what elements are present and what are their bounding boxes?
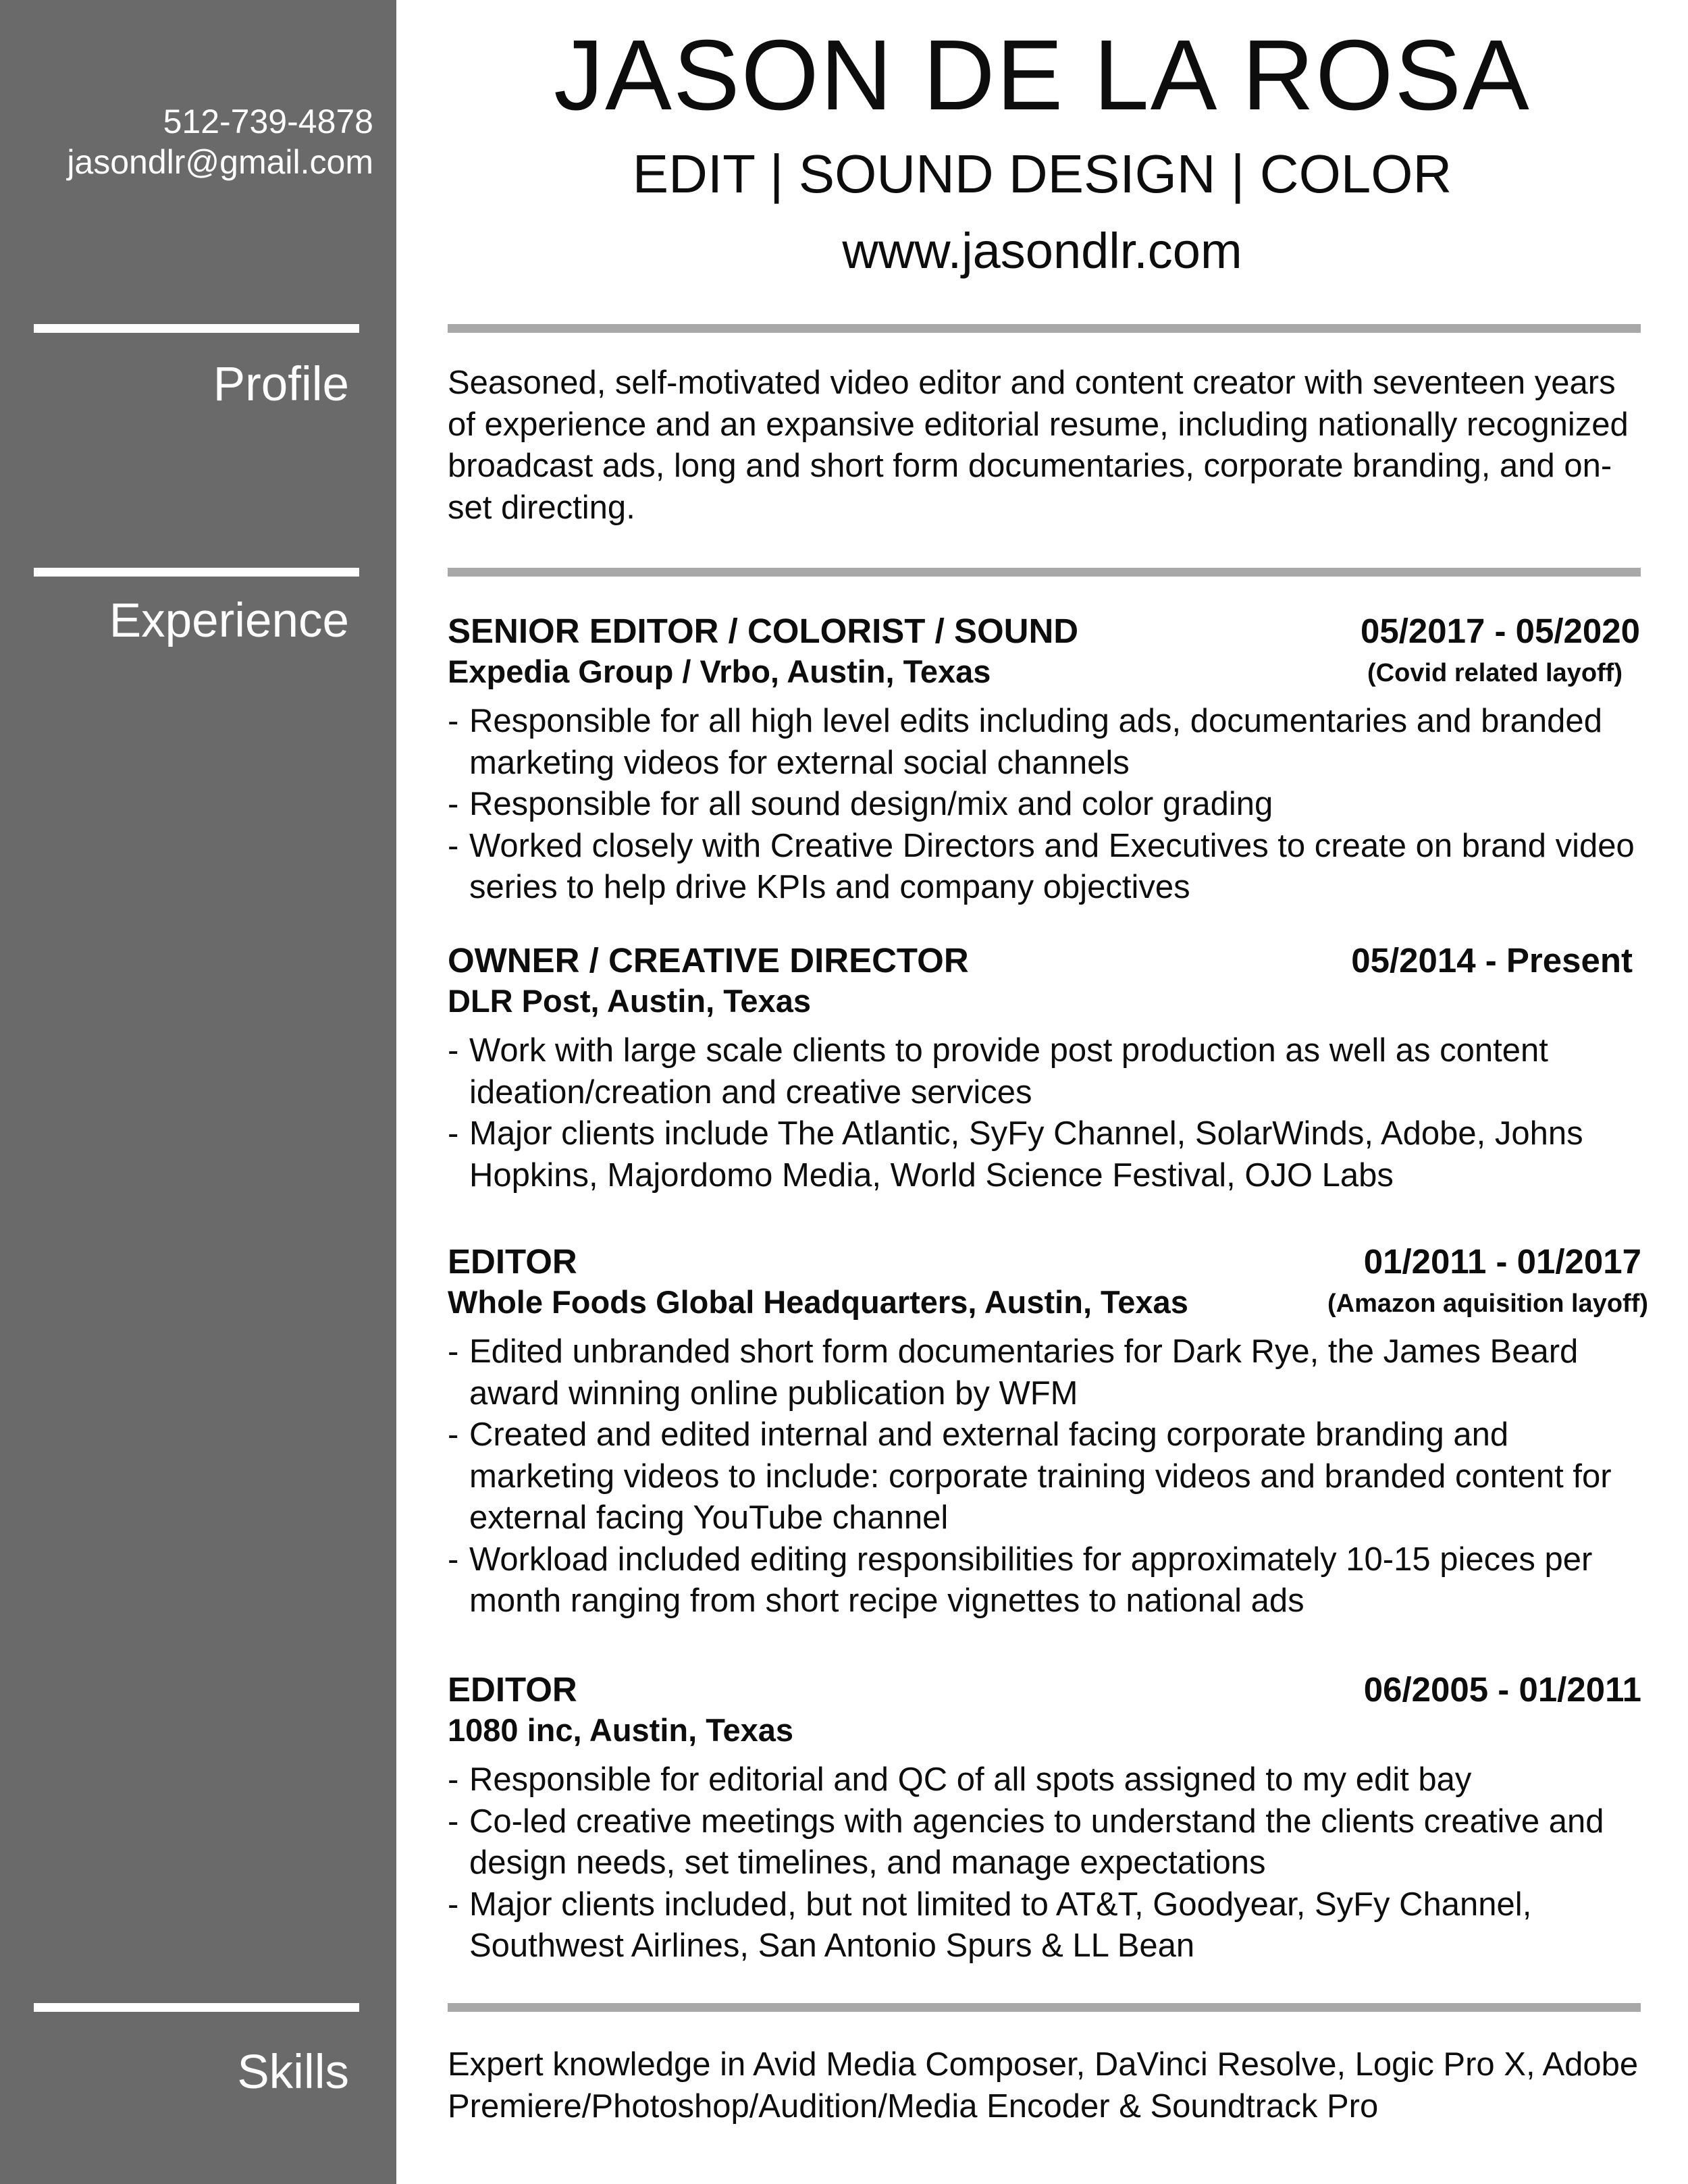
list-item: - Created and edited internal and external facing corporate branding and marketing videos to include: corporate training videos and branded content for external facing YouTube channel [448,1416,1612,1536]
job-title: OWNER / CREATIVE DIRECTOR [448,941,969,980]
phone-number: 512-739-4878 [163,103,373,140]
experience-divider [34,568,359,577]
section-label-profile: Profile [213,358,349,411]
job-note: (Covid related layoff) [1367,659,1623,687]
job-company: 1080 inc, Austin, Texas [448,1712,793,1748]
profile-divider-main [448,568,1641,577]
contact-info [67,101,373,182]
list-item: - Worked closely with Creative Directors and Executives to create on brand video series to help drive KPIs and company objectives [448,827,1635,905]
website-url: www.jasondlr.com [842,223,1242,279]
header-divider [448,324,1641,333]
list-item: - Responsible for all sound design/mix and color grading [448,786,1273,822]
job-bullets [448,701,1641,909]
job-bullets [448,1759,1641,1967]
section-label-skills: Skills [237,2046,349,2099]
skills-divider-main [448,2003,1641,2012]
job-dates: 06/2005 - 01/2011 [1363,1670,1641,1709]
job-entry [448,1669,1656,1967]
job-company: Expedia Group / Vrbo, Austin, Texas [448,654,991,689]
job-entry [448,1241,1656,1622]
list-item: - Workload included editing responsibilities for approximately 10-15 pieces per month ranging from short recipe vignettes to national ads [448,1541,1593,1619]
list-item: - Responsible for editorial and QC of all spots assigned to my edit bay [448,1761,1472,1798]
section-label-experience: Experience [109,594,349,647]
list-item: - Responsible for all high level edits including ads, documentaries and branded marketing videos for external social channels [448,703,1602,781]
job-bullets [448,1331,1641,1622]
skills-divider [34,2003,359,2012]
job-dates: 01/2011 - 01/2017 [1363,1242,1641,1281]
job-company: Whole Foods Global Headquarters, Austin, Texas [448,1284,1188,1320]
skills-text: Expert knowledge in Avid Media Composer, DaVinci Resolve, Logic Pro X, Adobe Premiere/Photoshop/Audition/Media Encoder & Soundtrack Pro [448,2046,1639,2125]
job-note: (Amazon aquisition layoff) [1327,1289,1648,1318]
job-dates: 05/2017 - 05/2020 [1360,612,1640,650]
job-company: DLR Post, Austin, Texas [448,983,811,1019]
list-item: - Major clients included, but not limited to AT&T, Goodyear, SyFy Channel, Southwest Airlines, San Antonio Spurs & LL Bean [448,1886,1532,1964]
list-item: - Major clients include The Atlantic, SyFy Channel, SolarWinds, Adobe, Johns Hopkins, Majordomo Media, World Science Festival, OJO Labs [448,1115,1583,1194]
job-bullets [448,1030,1641,1196]
profile-divider [34,324,359,333]
sidebar [0,0,396,2184]
profile-text: Seasoned, self-motivated video editor and content creator with seventeen years of experience and an expansive editorial resume, including nationally recognized broadcast ads, long and short form documentaries, corporate branding, and on-set directing. [448,365,1629,526]
list-item: - Edited unbranded short form documentaries for Dark Rye, the James Beard award winning online publication by WFM [448,1333,1579,1412]
email-address: jasondlr@gmail.com [67,143,373,181]
job-title: EDITOR [448,1670,577,1709]
job-dates: 05/2014 - Present [1351,941,1633,980]
list-item: - Co-led creative meetings with agencies to understand the clients creative and design needs, set timelines, and manage expectations [448,1803,1604,1881]
job-title: EDITOR [448,1242,577,1281]
page-title: JASON DE LA ROSA [554,20,1531,131]
tagline: EDIT | SOUND DESIGN | COLOR [632,144,1452,204]
list-item: - Work with large scale clients to provide post production as well as content ideation/creation and creative services [448,1032,1548,1111]
job-entry [448,610,1656,909]
job-entry [448,940,1656,1196]
job-title: SENIOR EDITOR / COLORIST / SOUND [448,612,1079,650]
